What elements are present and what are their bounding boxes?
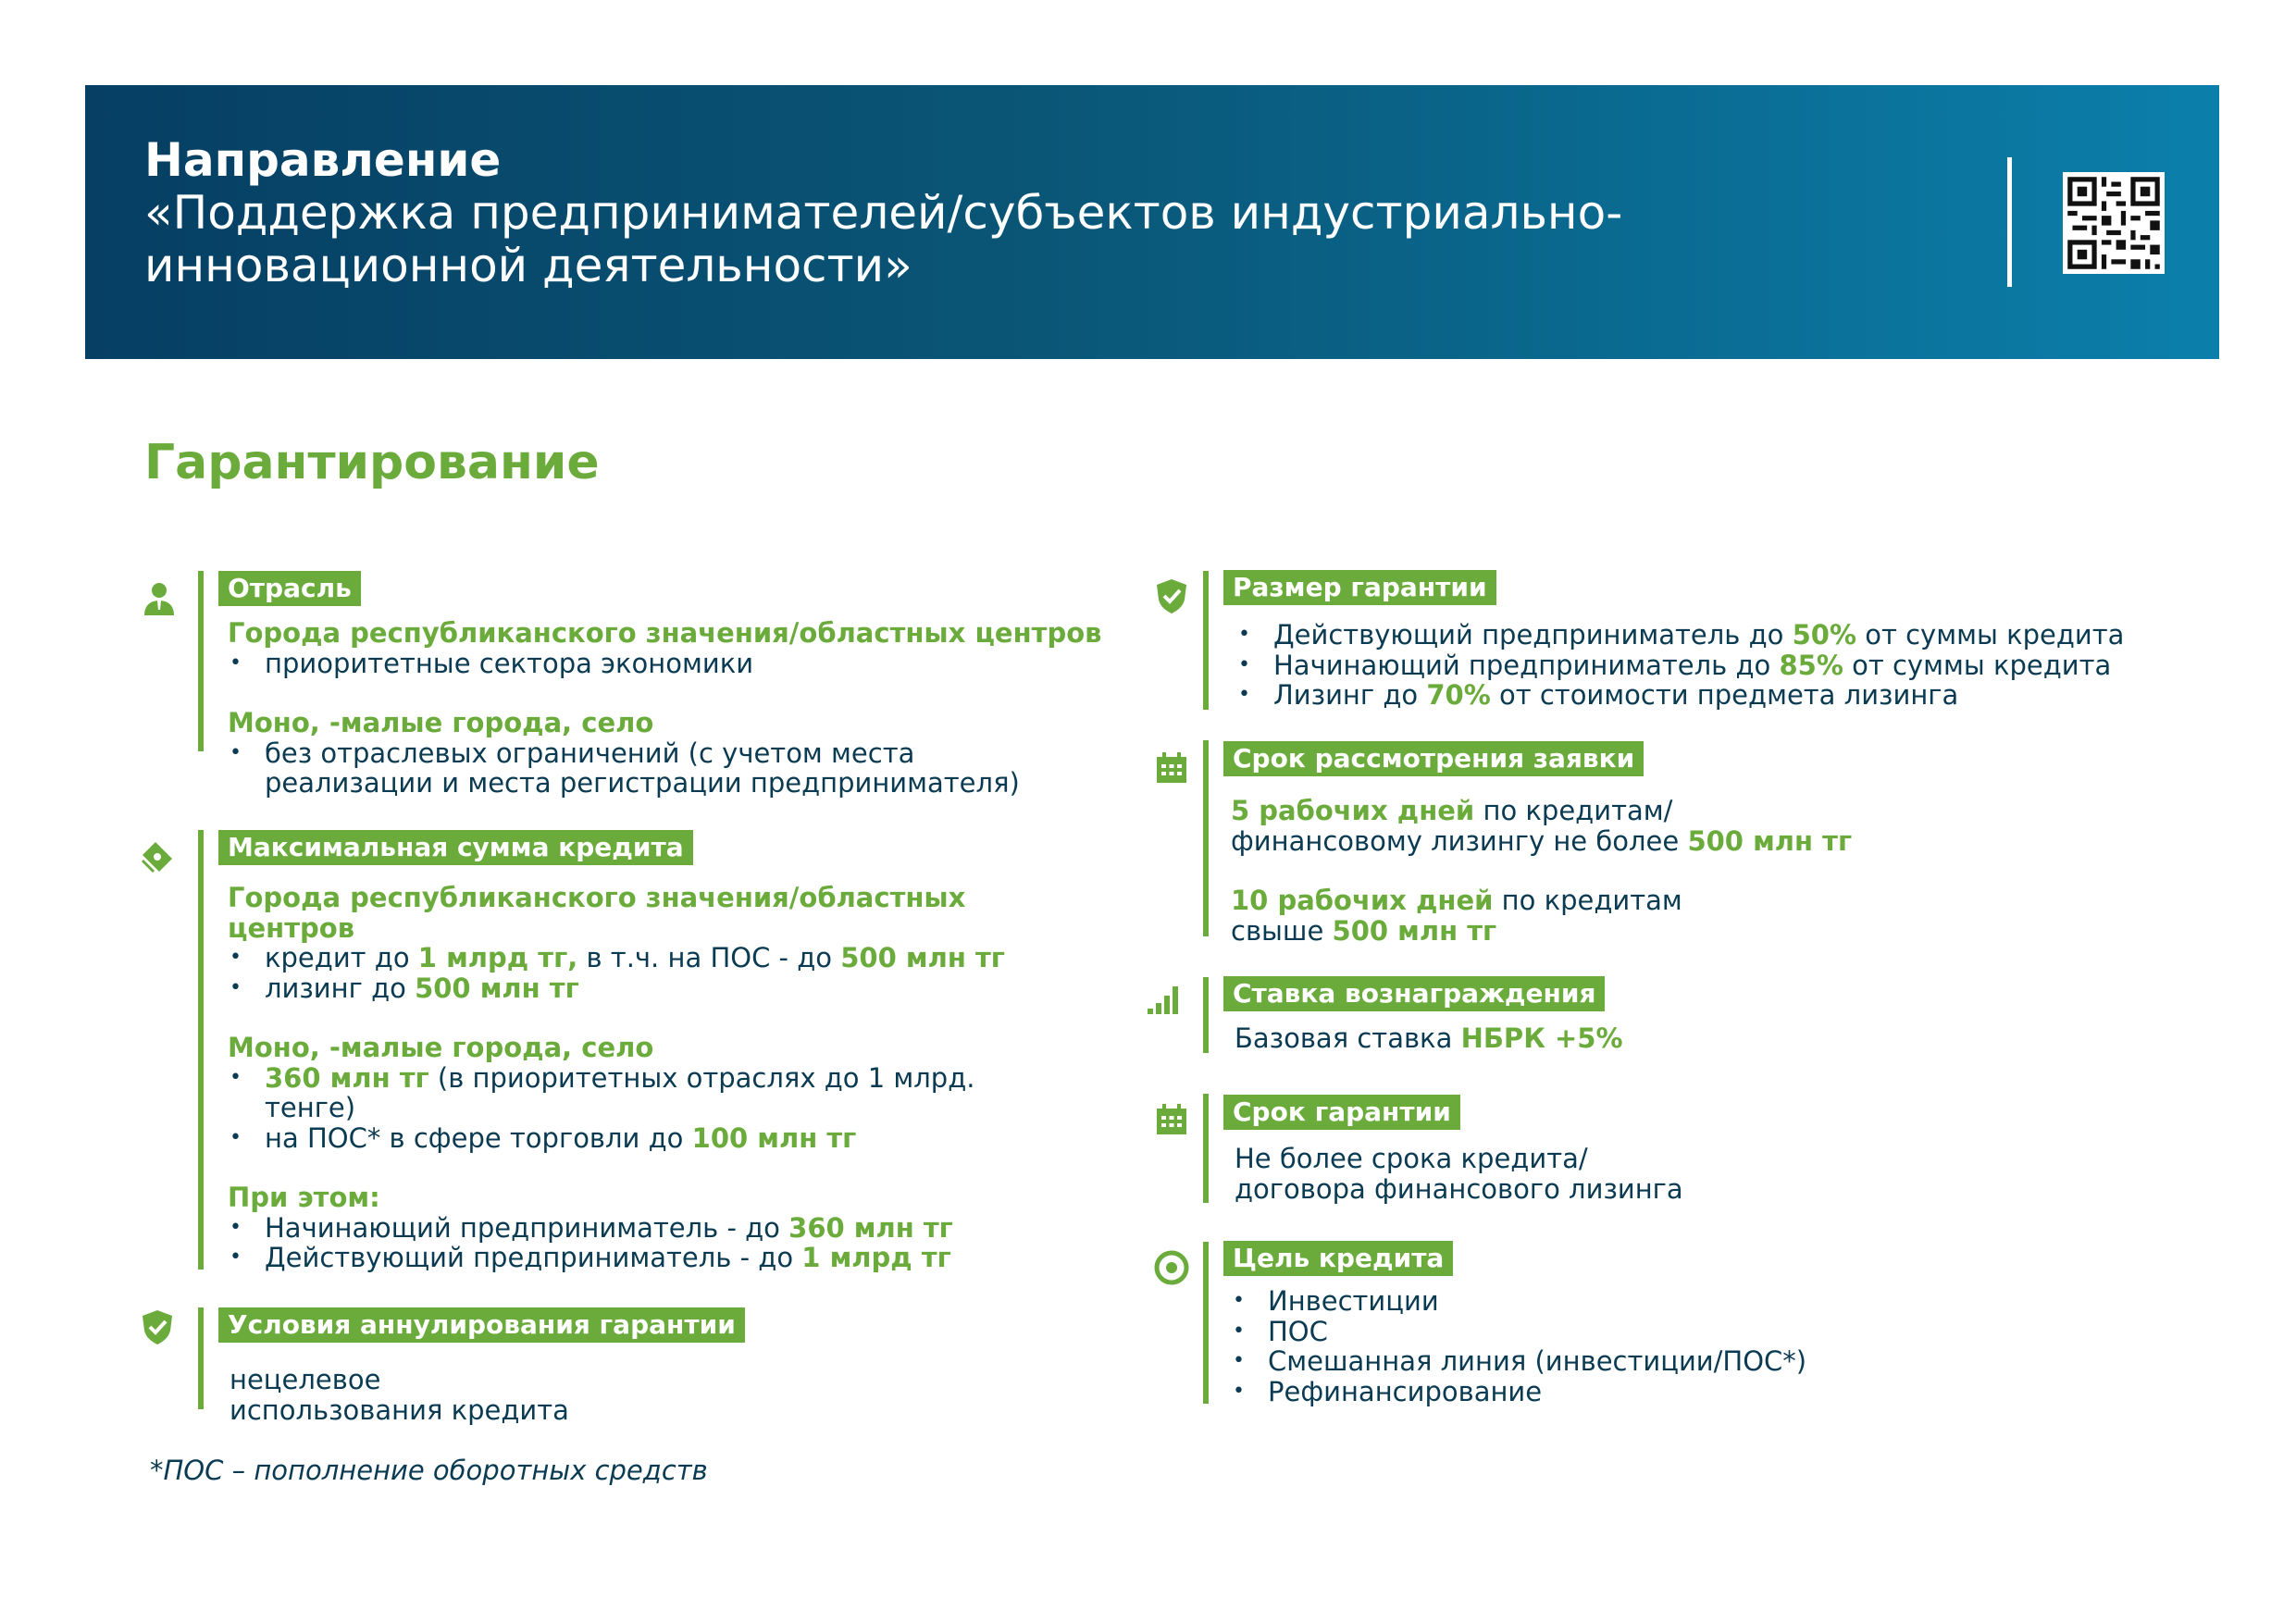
max-credit-content — [228, 883, 1061, 1273]
max-credit-bar — [198, 830, 204, 1270]
banner-divider — [2007, 157, 2012, 287]
industry-sub-cities: Города республиканского значения/областных центров — [228, 617, 1102, 649]
max-credit-label: Максимальная сумма кредита — [218, 830, 693, 865]
calendar-icon — [1153, 750, 1190, 787]
industry-content — [228, 618, 1107, 799]
review-label: Срок рассмотрения заявки — [1223, 741, 1644, 776]
person-icon — [141, 580, 178, 617]
section-title: Гарантирование — [144, 435, 600, 490]
review-content — [1231, 796, 2203, 946]
target-icon — [1153, 1249, 1190, 1286]
list-item: • Начинающий предприниматель до 85% от суммы кредита — [1236, 650, 2208, 681]
annul-label: Условия аннулирования гарантии — [218, 1307, 745, 1343]
header-banner — [85, 85, 2219, 359]
list-item: • Действующий предприниматель - до 1 млрд тг — [228, 1243, 1061, 1273]
purpose-bar — [1203, 1242, 1209, 1404]
list-item: • 360 млн тг (в приоритетных отраслях до 1 млрд. тенге) — [228, 1063, 1005, 1123]
term-bar — [1203, 1094, 1209, 1203]
max-credit-sub-mono: Моно, -малые города, село — [228, 1032, 654, 1063]
term-line-1: Не более срока кредита/ — [1235, 1143, 1588, 1174]
rate-content — [1235, 1023, 2067, 1054]
list-item: • Лизинг до 70% от стоимости предмета лизинга — [1236, 680, 2208, 711]
qr-code-icon[interactable] — [2063, 172, 2165, 274]
purpose-label: Цель кредита — [1223, 1241, 1453, 1276]
annul-text-1: нецелевое — [230, 1364, 381, 1395]
list-item: • без отраслевых ограничений (с учетом места реализации и места регистрации предпринимателя) — [228, 738, 1061, 799]
annul-content — [230, 1365, 877, 1425]
money-icon — [139, 838, 176, 875]
list-item: • Инвестиции — [1231, 1286, 2156, 1317]
footnote: *ПОС – пополнение оборотных средств — [150, 1455, 708, 1486]
max-credit-sub-note: При этом: — [228, 1182, 380, 1213]
annul-text-2: использования кредита — [230, 1394, 569, 1426]
bar-chart-icon — [1146, 979, 1183, 1016]
shield-icon — [1153, 577, 1190, 614]
list-item: • Смешанная линия (инвестиции/ПОС*) — [1231, 1346, 2156, 1377]
review-line-4: свыше 500 млн тг — [1231, 914, 1497, 947]
list-item: • Начинающий предприниматель - до 360 млн тг — [228, 1213, 1061, 1244]
rate-label: Ставка вознаграждения — [1223, 976, 1605, 1011]
rate-text: Базовая ставка НБРК +5% — [1235, 1022, 1623, 1054]
list-item: • Рефинансирование — [1231, 1377, 2156, 1407]
banner-title: Направление — [144, 133, 502, 187]
size-content — [1236, 620, 2208, 711]
list-item: • кредит до 1 млрд тг, в т.ч. на ПОС - до 500 млн тг — [228, 943, 1061, 973]
term-label: Срок гарантии — [1223, 1095, 1460, 1130]
industry-sub-mono: Моно, -малые города, село — [228, 707, 654, 738]
annul-bar — [198, 1307, 204, 1409]
list-item: • на ПОС* в сфере торговли до 100 млн тг — [228, 1123, 1061, 1154]
industry-bar — [198, 571, 204, 751]
term-line-2: договора финансового лизинга — [1235, 1172, 1683, 1205]
review-line-3: 10 рабочих дней по кредитам — [1231, 885, 1682, 916]
industry-label: Отрасль — [218, 571, 361, 606]
review-line-1: 5 рабочих дней по кредитам/ — [1231, 795, 1673, 826]
purpose-content — [1231, 1286, 2156, 1406]
max-credit-sub-cities: Города республиканского значения/областных центров — [228, 882, 966, 944]
term-content — [1235, 1144, 2067, 1204]
list-item: • лизинг до 500 млн тг — [228, 973, 1061, 1004]
calendar-icon — [1153, 1101, 1190, 1138]
review-line-2: финансовому лизингу не более 500 млн тг — [1231, 824, 1853, 857]
list-item: • приоритетные сектора экономики — [228, 649, 1107, 679]
size-bar — [1203, 571, 1209, 710]
list-item: • ПОС — [1231, 1317, 2156, 1347]
rate-bar — [1203, 977, 1209, 1053]
review-bar — [1203, 740, 1209, 936]
shield-icon — [139, 1308, 176, 1345]
banner-subtitle: «Поддержка предпринимателей/субъектов индустриально-инновационной деятельности» — [144, 186, 1623, 292]
size-label: Размер гарантии — [1223, 570, 1496, 605]
list-item: • Действующий предприниматель до 50% от суммы кредита — [1236, 620, 2208, 650]
